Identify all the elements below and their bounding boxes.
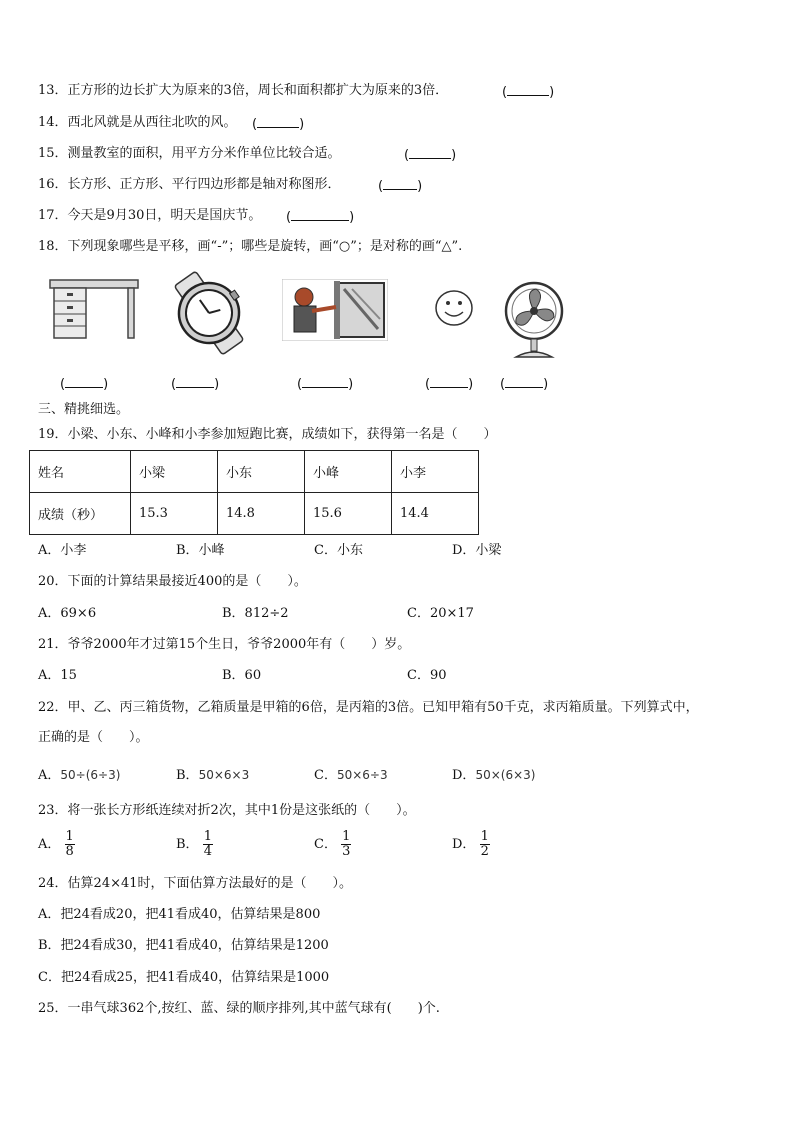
question-text: 长方形、正方形、平行四边形都是轴对称图形．: [67, 177, 341, 192]
question-text: 甲、乙、丙三箱货物，乙箱质量是甲箱的6倍，是丙箱的3倍。已知甲箱有50千克，求丙箱质量。下列算式中，: [67, 700, 699, 715]
wristwatch-icon: [162, 271, 256, 355]
option-label: B．: [176, 837, 199, 852]
smiley-face-icon: [433, 288, 475, 328]
question-22-continued: 正确的是（ ）。: [38, 730, 149, 745]
question-21: [38, 637, 410, 653]
table-header-cell: 小李: [392, 451, 479, 493]
question-text: 下面的计算结果最接近400的是（ ）。: [67, 574, 307, 589]
option-formula: 50×(6×3): [475, 768, 536, 782]
option-b[interactable]: B．把24看成30，把41看成40，估算结果是1200: [38, 938, 329, 953]
option-b[interactable]: [176, 830, 213, 859]
option-formula: 50×6÷3: [336, 768, 388, 782]
question-text: 今天是9月30日，明天是国庆节。: [67, 208, 262, 223]
table-cell: 14.4: [392, 493, 479, 535]
table-cell: 15.3: [131, 493, 218, 535]
question-number: 14．: [38, 115, 68, 130]
option-a[interactable]: A．69×6: [38, 606, 97, 621]
question-text: 一串气球362个,按红、蓝、绿的顺序排列,其中蓝气球有( )个.: [67, 1001, 440, 1016]
question-18: [38, 239, 462, 255]
question-text: 下列现象哪些是平移，画“-”；哪些是旋转，画“○”；是对称的画“△”.: [67, 239, 463, 254]
table-header-cell: 小东: [218, 451, 305, 493]
question-text: 正方形的边长扩大为原来的3倍，周长和面积都扩大为原来的3倍．: [67, 83, 449, 98]
answer-blank-18-1[interactable]: ( ): [60, 377, 109, 392]
question-19: [38, 427, 497, 443]
question-16: [38, 177, 341, 193]
option-formula: 50÷(6÷3): [60, 768, 121, 782]
option-formula: 50×6×3: [198, 768, 250, 782]
question-14: [38, 115, 237, 131]
option-label: A．: [38, 768, 61, 783]
option-d[interactable]: D．小梁: [452, 543, 502, 558]
question-number: 13．: [38, 83, 68, 98]
question-text: 西北风就是从西往北吹的风。: [67, 115, 237, 130]
table-cell: 15.6: [305, 493, 392, 535]
question-23: [38, 803, 416, 819]
question-25: [38, 1001, 440, 1017]
question-20: [38, 574, 307, 590]
answer-blank-18-3[interactable]: ( ): [297, 377, 354, 392]
answer-blank-13[interactable]: ( ): [502, 85, 555, 100]
table-row: [30, 493, 479, 535]
question-number: 21．: [38, 637, 68, 652]
question-number: 24．: [38, 876, 68, 891]
answer-blank-15[interactable]: ( ): [404, 148, 457, 163]
question-15: [38, 146, 341, 162]
option-a[interactable]: [38, 767, 120, 784]
option-a[interactable]: A．小李: [38, 543, 87, 558]
table-header-cell: 小峰: [305, 451, 392, 493]
score-table: [29, 450, 479, 535]
question-number: 23．: [38, 803, 68, 818]
window-push-icon: [282, 279, 388, 341]
fraction: $\frac{1}{3}$: [342, 829, 351, 859]
fraction: $\frac{1}{2}$: [480, 829, 489, 859]
answer-blank-18-2[interactable]: ( ): [171, 377, 220, 392]
fraction: $\frac{1}{8}$: [65, 829, 74, 859]
option-c[interactable]: [314, 767, 388, 784]
option-label: C．: [314, 837, 337, 852]
question-22: [38, 700, 699, 716]
option-label: B．: [176, 768, 199, 783]
option-b[interactable]: B．小峰: [176, 543, 225, 558]
question-text: 测量教室的面积，用平方分米作单位比较合适。: [67, 146, 341, 161]
question-number: 20．: [38, 574, 68, 589]
option-c[interactable]: C．20×17: [407, 606, 474, 621]
table-header-cell: 姓名: [30, 451, 131, 493]
question-24: [38, 876, 352, 892]
option-a[interactable]: A．把24看成20，把41看成40，估算结果是800: [38, 907, 321, 922]
table-header-cell: 小梁: [131, 451, 218, 493]
option-label: A．: [38, 837, 61, 852]
option-d[interactable]: [452, 830, 490, 859]
question-number: 22．: [38, 700, 68, 715]
option-label: C．: [314, 768, 337, 783]
option-a[interactable]: [38, 830, 75, 859]
question-number: 18．: [38, 239, 68, 254]
table-row: [30, 451, 479, 493]
question-number: 19．: [38, 427, 68, 442]
option-c[interactable]: C．90: [407, 668, 447, 683]
question-text: 爷爷2000年才过第15个生日，爷爷2000年有（ ）岁。: [67, 637, 411, 652]
answer-blank-18-4[interactable]: ( ): [425, 377, 474, 392]
option-c[interactable]: C．把24看成25，把41看成40，估算结果是1000: [38, 970, 330, 985]
option-b[interactable]: [176, 767, 249, 784]
electric-fan-icon: [502, 281, 566, 361]
answer-blank-17[interactable]: ( ): [286, 210, 355, 225]
answer-blank-16[interactable]: ( ): [378, 179, 423, 194]
question-text: 小梁、小东、小峰和小李参加短跑比赛，成绩如下，获得第一名是（ ）: [67, 427, 497, 442]
option-label: D．: [452, 768, 476, 783]
question-number: 16．: [38, 177, 68, 192]
option-b[interactable]: B．60: [222, 668, 262, 683]
question-13: [38, 83, 448, 99]
question-number: 17．: [38, 208, 68, 223]
answer-blank-14[interactable]: ( ): [252, 117, 305, 132]
desk-icon: [48, 276, 140, 342]
option-c[interactable]: [314, 830, 351, 859]
answer-blank-18-5[interactable]: ( ): [500, 377, 549, 392]
option-d[interactable]: [452, 767, 535, 784]
option-a[interactable]: A．15: [38, 668, 77, 683]
table-cell: 成绩（秒）: [30, 493, 131, 535]
question-number: 25．: [38, 1001, 68, 1016]
option-c[interactable]: C．小东: [314, 543, 363, 558]
section-heading: 三、精挑细选。: [38, 402, 130, 417]
question-number: 15．: [38, 146, 68, 161]
fraction: $\frac{1}{4}$: [203, 829, 212, 859]
option-b[interactable]: B．812÷2: [222, 606, 289, 621]
option-label: D．: [452, 837, 476, 852]
question-text: 估算24×41时，下面估算方法最好的是（ ）。: [67, 876, 353, 891]
question-17: [38, 208, 261, 224]
table-cell: 14.8: [218, 493, 305, 535]
question-text: 将一张长方形纸连续对折2次，其中1份是这张纸的（ ）。: [67, 803, 416, 818]
